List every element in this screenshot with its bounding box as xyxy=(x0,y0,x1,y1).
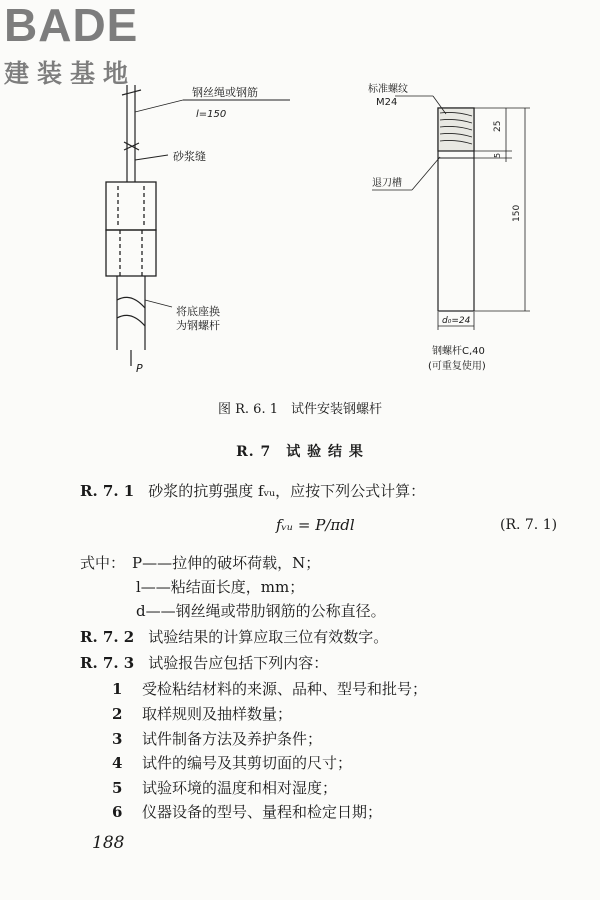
list-item: 1 受检粘结材料的来源、品种、型号和批号； xyxy=(112,680,428,698)
dim-diameter: d₀=24 xyxy=(442,316,471,326)
figure-caption: 图 R. 6. 1 试件安装钢螺杆 xyxy=(218,402,382,417)
where-intro: 式中： xyxy=(80,554,126,572)
clause-number: R. 7. 2 xyxy=(80,628,135,646)
dim-150: 150 xyxy=(512,204,522,222)
clause-number: R. 7. 1 xyxy=(80,482,135,500)
watermark-subtitle: 建装基地 xyxy=(4,59,137,88)
label-thread-1: 标准螺纹 xyxy=(368,84,408,95)
clause-r-7-2 xyxy=(80,626,388,647)
clause-number: R. 7. 3 xyxy=(80,654,135,672)
where-item: d——钢丝绳或带肋钢筋的公称直径。 xyxy=(136,602,386,620)
label-reuse: (可重复使用) xyxy=(428,361,486,372)
clause-r-7-1 xyxy=(80,480,425,501)
list-item: 5 试验环境的温度和相对湿度； xyxy=(112,779,338,797)
list-item: 4 试件的编号及其剪切面的尺寸； xyxy=(112,754,353,772)
mortar-sleeve xyxy=(106,182,156,276)
clause-text: 砂浆的抗剪强度 fᵥᵤ，应按下列公式计算： xyxy=(148,482,426,500)
label-base-2: 为钢螺杆 xyxy=(176,319,220,332)
clause-text: 试验报告应包括下列内容： xyxy=(148,654,329,672)
where-item: l——粘结面长度，mm； xyxy=(136,578,305,596)
formula-number: (R. 7. 1) xyxy=(500,517,558,533)
label-mortar: 砂浆缝 xyxy=(173,150,206,163)
dim-25: 25 xyxy=(493,120,503,132)
watermark-brand: BADE xyxy=(4,0,139,51)
clause-text: 试验结果的计算应取三位有效数字。 xyxy=(148,628,389,646)
list-item: 3 试件制备方法及养护条件； xyxy=(112,730,323,748)
list-item: 6 仪器设备的型号、量程和检定日期； xyxy=(112,803,383,821)
steel-bolt xyxy=(438,108,474,311)
label-load: P xyxy=(136,362,143,375)
label-thread-2: M24 xyxy=(376,97,398,108)
list-item: 2 取样规则及抽样数量； xyxy=(112,705,293,723)
formula: fᵥᵤ = P/πdl xyxy=(276,516,355,534)
label-bolt: 钢螺杆C,40 xyxy=(432,346,485,357)
leader-lines-left xyxy=(135,100,290,307)
section-title: R. 7 试 验 结 果 xyxy=(236,444,364,460)
figure-r-6-1 xyxy=(0,0,600,395)
label-wire: 钢丝绳或钢筋 xyxy=(192,86,258,99)
label-length: l=150 xyxy=(196,109,227,120)
wire-rod xyxy=(122,85,141,182)
label-base-1: 将底座换 xyxy=(176,305,220,318)
label-undercut: 退刀槽 xyxy=(372,178,402,189)
dim-5: 5 xyxy=(493,152,502,158)
lower-bolt xyxy=(117,276,145,366)
where-item: P——拉伸的破坏荷载，N； xyxy=(132,554,321,572)
page-number: 188 xyxy=(92,833,125,853)
clause-r-7-3 xyxy=(80,652,328,673)
